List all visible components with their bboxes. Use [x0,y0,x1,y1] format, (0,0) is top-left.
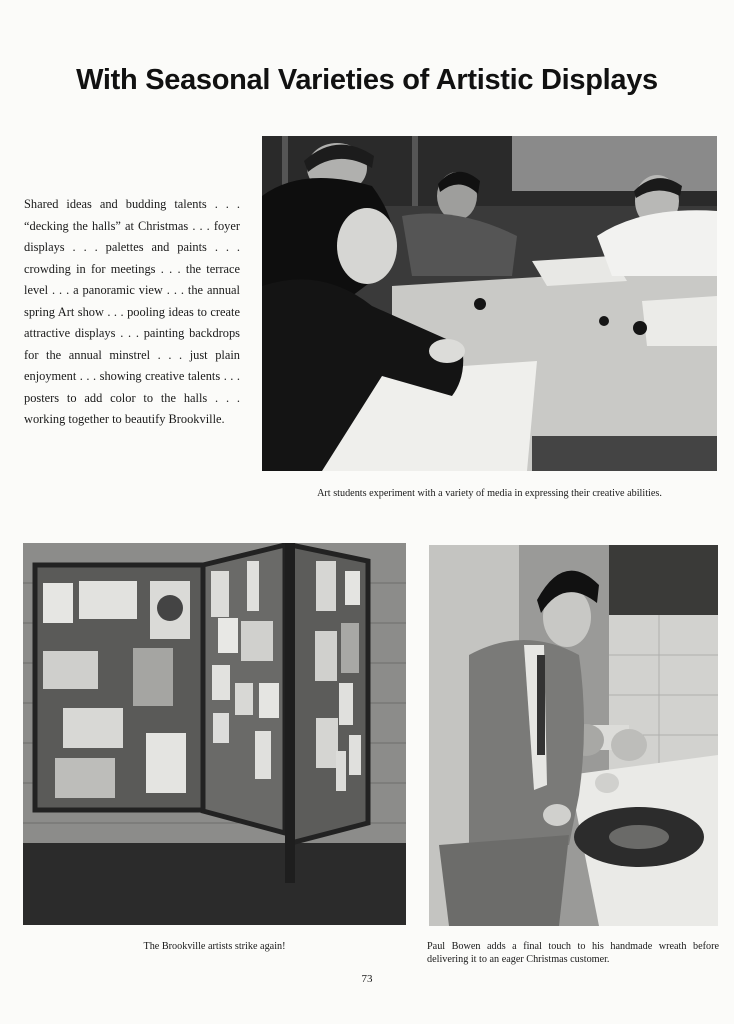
photo-display-panels [23,543,406,925]
page-number: 73 [361,973,373,985]
intro-text: Shared ideas and budding talents . . . “decking the halls” at Christmas . . . foyer displays . . . palettes and paints . . . crowding in for meetings . . . the terrace level . . . a panoramic view . . . the annual spring Art show . . . pooling ideas to create attractive displays . . . painting backdrops for the annual minstrel . . . just plain enjoyment . . . showing creative talents . . . posters to add color to the halls . . . working together to beautify Brookville. [24,197,240,426]
photo-art-class [262,136,717,471]
photo-wreath [429,545,718,926]
page-title: With Seasonal Varieties of Artistic Displays [76,64,658,96]
caption-display: The Brookville artists strike again! [143,941,286,952]
caption-wreath: Paul Bowen adds a final touch to his handmade wreath before delivering it to an eager Christmas customer. [427,941,719,965]
caption-art-class: Art students experiment with a variety of media in expressing their creative abilities. [317,488,662,499]
